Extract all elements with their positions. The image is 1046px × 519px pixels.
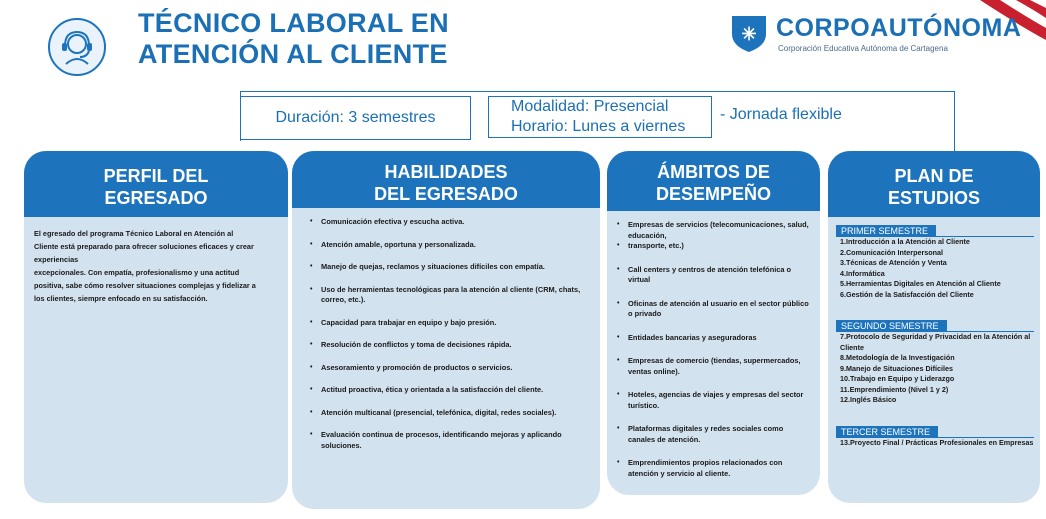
skills-list xyxy=(308,217,586,451)
list-item: • Oficinas de atención al usuario en el sector público o privado xyxy=(615,299,810,320)
list-item: • Atención amable, oportuna y personalizada. xyxy=(308,240,586,251)
panel-plan-title: PLAN DE ESTUDIOS xyxy=(828,151,1040,217)
semester-label: PRIMER SEMESTRE xyxy=(836,225,936,237)
list-item: • Asesoramiento y promoción de productos o servicios. xyxy=(308,363,586,374)
connector-line-right xyxy=(954,91,955,151)
semester-block xyxy=(836,312,1034,406)
course-item: 4.Informática xyxy=(840,268,885,278)
panel-perfil-body xyxy=(24,217,288,305)
course-item: 2.Comunicación Interpersonal xyxy=(840,247,944,257)
logo-name: CORPOAUTÓNOMA xyxy=(776,14,1022,42)
course-item: 12.Inglés Básico xyxy=(840,395,897,404)
journey-text: - Jornada flexible xyxy=(720,106,842,123)
modality-text: Modalidad: Presencial xyxy=(511,98,669,115)
list-item: • Capacidad para trabajar en equipo y bajo presión. xyxy=(308,318,586,329)
course-item: 10.Trabajo en Equipo y Liderazgo xyxy=(840,374,955,383)
list-item: • Manejo de quejas, reclamos y situaciones difíciles con empatía. xyxy=(308,262,586,273)
fields-list xyxy=(615,220,810,479)
course-item: 6.Gestión de la Satisfacción del Cliente xyxy=(840,289,974,299)
semester-block xyxy=(836,418,1034,449)
list-item: • Empresas de comercio (tiendas, supermercados, ventas online). xyxy=(615,356,810,377)
course-item: 5.Herramientas Digitales en Atención al Cliente xyxy=(840,279,1001,288)
course-item: 8.Metodología de la Investigación xyxy=(840,353,955,362)
list-item: • Entidades bancarias y aseguradoras xyxy=(615,333,810,344)
customer-service-headset-icon xyxy=(48,18,106,76)
semester-label: TERCER SEMESTRE xyxy=(836,426,938,438)
course-item: 11.Emprendimiento (Nivel 1 y 2) xyxy=(840,384,949,394)
semester-label: SEGUNDO SEMESTRE xyxy=(836,320,947,332)
list-item: • Call centers y centros de atención telefónica o virtual xyxy=(615,265,810,286)
logo-tagline: Corporación Educativa Autónoma de Cartagena xyxy=(778,44,948,53)
course-item: 3.Técnicas de Atención y Venta xyxy=(840,258,947,267)
schedule-text: Horario: Lunes a viernes xyxy=(511,118,686,135)
course-item: 13.Proyecto Final / Prácticas Profesionales en Empresas xyxy=(840,437,1034,447)
list-item: • Hoteles, agencias de viajes y empresas del sector turístico. xyxy=(615,390,810,411)
page-title: TÉCNICO LABORAL EN ATENCIÓN AL CLIENTE xyxy=(138,8,449,69)
course-item: 1.Introducción a la Atención al Cliente xyxy=(840,237,970,246)
shield-logo-icon xyxy=(728,12,770,54)
panel-ambitos xyxy=(607,151,820,495)
list-item: • Comunicación efectiva y escucha activa. xyxy=(308,217,586,228)
list-item: • Uso de herramientas tecnológicas para la atención al cliente (CRM, chats, correo, etc.). xyxy=(308,285,586,306)
list-item: • Evaluación continua de procesos, identificando mejoras y aplicando soluciones. xyxy=(308,430,586,451)
duration-box: Duración: 3 semestres xyxy=(240,96,471,140)
list-item: • Actitud proactiva, ética y orientada a la satisfacción del cliente. xyxy=(308,385,586,396)
panel-perfil xyxy=(24,151,288,503)
connector-line xyxy=(240,91,954,92)
panel-perfil-title: PERFIL DEL EGRESADO xyxy=(24,151,288,217)
semester-block xyxy=(836,217,1034,300)
panel-ambitos-title: ÁMBITOS DE DESEMPEÑO xyxy=(607,151,820,211)
modality-box xyxy=(488,96,712,138)
list-item: • Atención multicanal (presencial, telefónica, digital, redes sociales). xyxy=(308,408,586,419)
list-item: • Resolución de conflictos y toma de decisiones rápida. xyxy=(308,340,586,351)
svg-text:✳: ✳ xyxy=(741,24,757,44)
list-item: • transporte, etc.) xyxy=(615,241,810,252)
list-item: • Empresas de servicios (telecomunicaciones, salud, educación, xyxy=(615,220,810,241)
course-item: 9.Manejo de Situaciones Difíciles xyxy=(840,363,954,373)
profile-paragraph: El egresado del programa Técnico Laboral en Atención al Cliente está preparado para ofrecer soluciones eficaces y crear experiencias excepcionales. Con empatía, profesionalismo y una actitud positiva, sabe cómo resolver situaciones complejas y fidelizar a los clientes, siempre enfocado en su satisfacción. xyxy=(34,229,256,303)
panel-habilidades xyxy=(292,151,600,509)
course-item: 7.Protocolo de Seguridad y Privacidad en la Atención al Cliente xyxy=(840,332,1031,352)
panel-plan xyxy=(828,151,1040,503)
list-item: • Plataformas digitales y redes sociales como canales de atención. xyxy=(615,424,810,445)
list-item: • Emprendimientos propios relacionados con atención y servicio al cliente. xyxy=(615,458,810,479)
panel-habilidades-title: HABILIDADES DEL EGRESADO xyxy=(292,151,600,208)
